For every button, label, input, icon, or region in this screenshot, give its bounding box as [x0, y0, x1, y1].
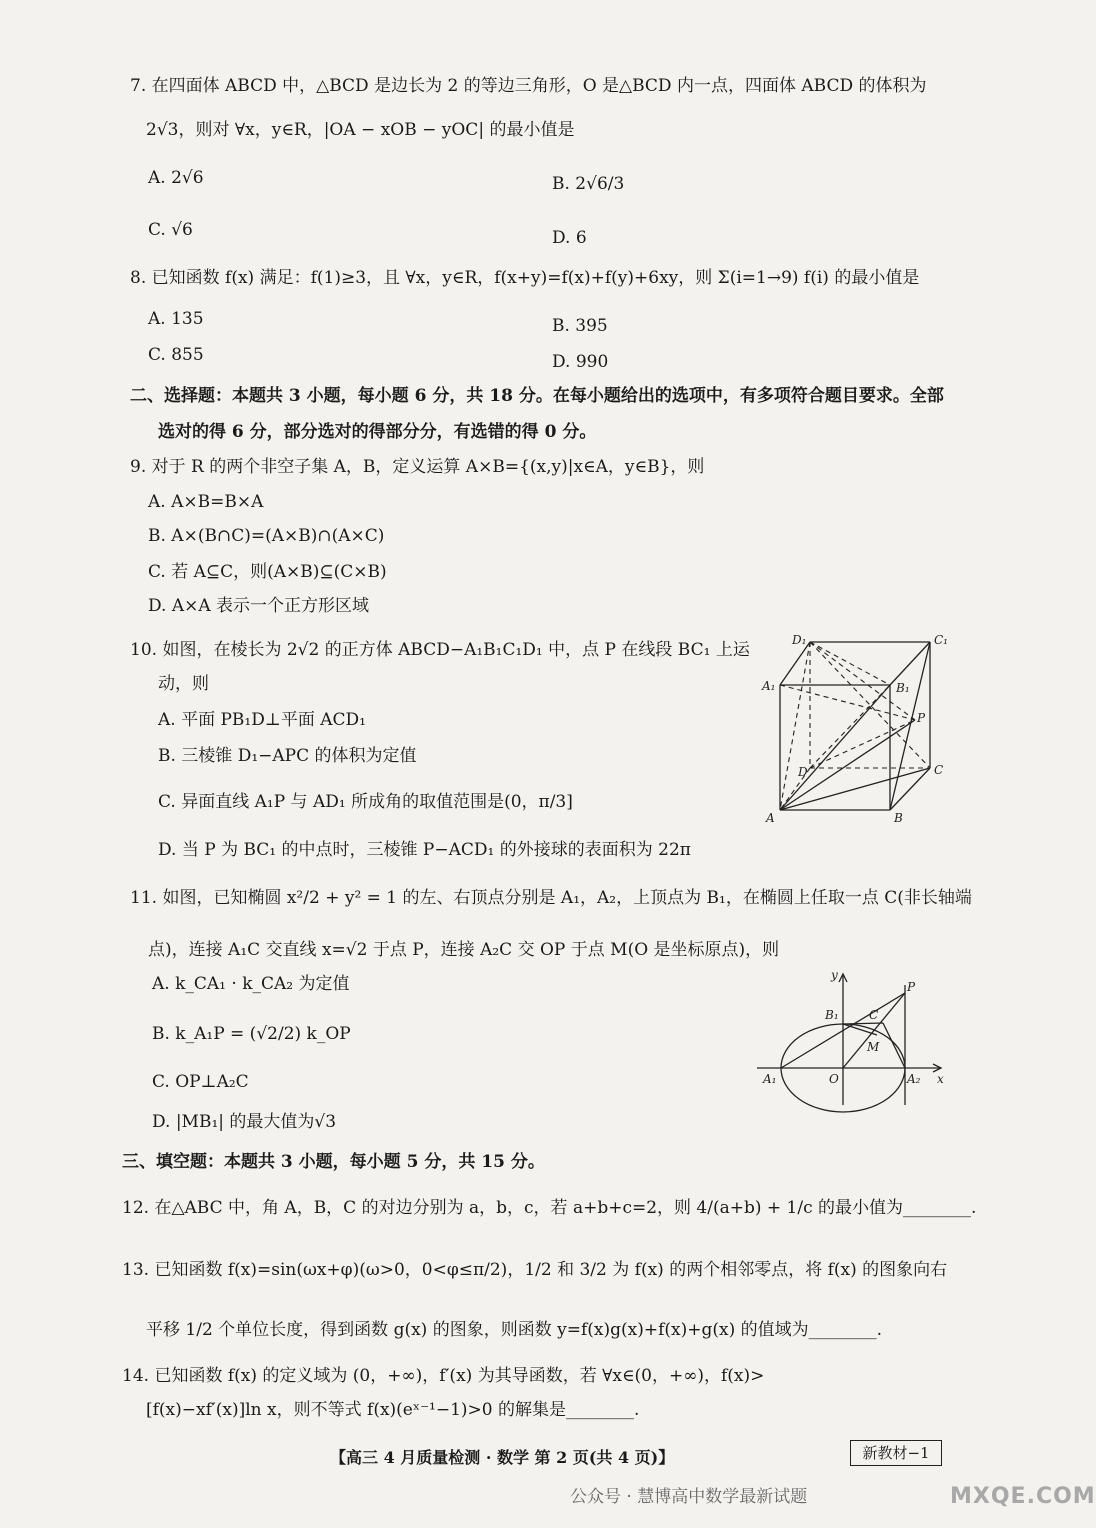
q7-option-b: B. 2√6/3 — [552, 174, 625, 194]
q9-option-a: A. A×B=B×A — [148, 492, 264, 512]
label-c: C — [934, 763, 944, 777]
section3-heading: 三、填空题：本题共 3 小题，每小题 5 分，共 15 分。 — [122, 1152, 545, 1172]
line-dp — [810, 720, 915, 768]
line-d1b1 — [810, 642, 890, 685]
q11-option-b: B. k_A₁P = (√2/2) k_OP — [152, 1024, 351, 1044]
ellipse-figure — [755, 965, 955, 1110]
q11-option-a: A. k_CA₁ · k_CA₂ 为定值 — [152, 974, 350, 994]
label-d: D — [798, 765, 808, 779]
q10-option-a: A. 平面 PB₁D⊥平面 ACD₁ — [158, 710, 366, 730]
label-p: P — [907, 980, 916, 994]
label-a: A — [766, 811, 775, 825]
q8-line1: 8. 已知函数 f(x) 满足：f(1)≥3，且 ∀x，y∈R，f(x+y)=f(x)+f(y)+6xy，则 Σ(i=1→9) f(i) 的最小值是 — [130, 268, 920, 288]
q14-line1: 14. 已知函数 f(x) 的定义域为 (0，+∞)，f′(x) 为其导函数，若 ∀x∈(0，+∞)，f(x)> — [122, 1366, 765, 1386]
label-a1: A₁ — [762, 679, 776, 693]
edge-c1b1 — [890, 642, 930, 685]
label-d1: D₁ — [792, 633, 807, 647]
q13-line1: 13. 已知函数 f(x)=sin(ωx+φ)(ω>0，0<φ≤π/2)，1/2 和 3/2 为 f(x) 的两个相邻零点，将 f(x) 的图象向右 — [122, 1260, 948, 1280]
label-a1: A₁ — [763, 1072, 777, 1086]
q8-option-d: D. 990 — [552, 352, 609, 372]
edition-tag: 新教材−1 — [850, 1440, 942, 1466]
q10-option-c: C. 异面直线 A₁P 与 AD₁ 所成角的取值范围是(0，π/3] — [158, 792, 573, 812]
q11-option-d: D. |MB₁| 的最大值为√3 — [152, 1112, 337, 1132]
q11-line2: 点)，连接 A₁C 交直线 x=√2 于点 P，连接 A₂C 交 OP 于点 M(O 是坐标原点)，则 — [148, 940, 780, 960]
cube-figure — [760, 630, 960, 825]
q8-option-b: B. 395 — [552, 316, 608, 336]
line-d1a — [780, 642, 810, 810]
label-b1: B₁ — [896, 681, 910, 695]
q7-option-c: C. √6 — [148, 220, 193, 240]
q11-line1: 11. 如图，已知椭圆 x²/2 + y² = 1 的左、右顶点分别是 A₁，A₂，上顶点为 B₁，在椭圆上任取一点 C(非长轴端 — [130, 888, 972, 908]
edge-a1d1 — [780, 642, 810, 685]
q9-option-d: D. A×A 表示一个正方形区域 — [148, 596, 370, 616]
q8-option-a: A. 135 — [148, 309, 204, 329]
watermark-site: MXQE.COM — [950, 1484, 1096, 1509]
line-db1 — [810, 685, 890, 768]
q9-line1: 9. 对于 R 的两个非空子集 A，B，定义运算 A×B={(x,y)|x∈A，y∈B}，则 — [130, 457, 705, 477]
section2-heading-line1: 二、选择题：本题共 3 小题，每小题 6 分，共 18 分。在每小题给出的选项中，有多项符合题目要求。全部 — [130, 386, 944, 406]
label-x: x — [937, 1072, 944, 1086]
q8-option-c: C. 855 — [148, 345, 204, 365]
label-o: O — [829, 1072, 839, 1086]
q7-option-a: A. 2√6 — [148, 168, 204, 188]
label-a2: A₂ — [907, 1072, 921, 1086]
label-b1: B₁ — [825, 1008, 839, 1022]
q10-option-d: D. 当 P 为 BC₁ 的中点时，三棱锥 P−ACD₁ 的外接球的表面积为 22π — [158, 840, 691, 860]
q10-line1: 10. 如图，在棱长为 2√2 的正方体 ABCD−A₁B₁C₁D₁ 中，点 P 在线段 BC₁ 上运 — [130, 640, 750, 660]
q12-line: 12. 在△ABC 中，角 A，B，C 的对边分别为 a，b，c，若 a+b+c=2，则 4/(a+b) + 1/c 的最小值为________. — [122, 1198, 977, 1218]
label-y: y — [831, 968, 838, 982]
q7-line1: 7. 在四面体 ABCD 中，△BCD 是边长为 2 的等边三角形，O 是△BCD 内一点，四面体 ABCD 的体积为 — [130, 76, 927, 96]
section2-heading-line2: 选对的得 6 分，部分选对的得部分分，有选错的得 0 分。 — [158, 422, 597, 442]
line-op — [843, 993, 905, 1068]
label-p: P — [917, 711, 926, 725]
label-c1: C₁ — [934, 633, 948, 647]
line-a2c — [883, 1023, 905, 1068]
edge-cb — [890, 768, 930, 810]
q9-option-b: B. A×(B∩C)=(A×B)∩(A×C) — [148, 526, 385, 546]
q9-option-c: C. 若 A⊆C，则(A×B)⊆(C×B) — [148, 562, 387, 582]
page-footer: 【高三 4 月质量检测 · 数学 第 2 页(共 4 页)】 — [330, 1448, 675, 1467]
watermark-text: 公众号 · 慧博高中数学最新试题 — [570, 1487, 808, 1507]
q14-line2: [f(x)−xf′(x)]ln x，则不等式 f(x)(eˣ⁻¹−1)>0 的解集是________. — [146, 1400, 640, 1420]
line-a1p — [780, 685, 915, 720]
q7-option-d: D. 6 — [552, 228, 587, 248]
edge-c1b-diagonal — [890, 642, 930, 810]
q7-line2: 2√3，则对 ∀x，y∈R，|OA − xOB − yOC| 的最小值是 — [146, 120, 575, 140]
q10-line2: 动，则 — [158, 674, 209, 694]
label-m: M — [867, 1040, 880, 1054]
label-c: C — [869, 1008, 879, 1022]
q13-line2: 平移 1/2 个单位长度，得到函数 g(x) 的图象，则函数 y=f(x)g(x)+f(x)+g(x) 的值域为________. — [146, 1320, 883, 1340]
q11-option-c: C. OP⊥A₂C — [152, 1072, 249, 1092]
label-b: B — [894, 811, 903, 825]
line-b1c — [843, 1023, 883, 1024]
q10-option-b: B. 三棱锥 D₁−APC 的体积为定值 — [158, 746, 417, 766]
